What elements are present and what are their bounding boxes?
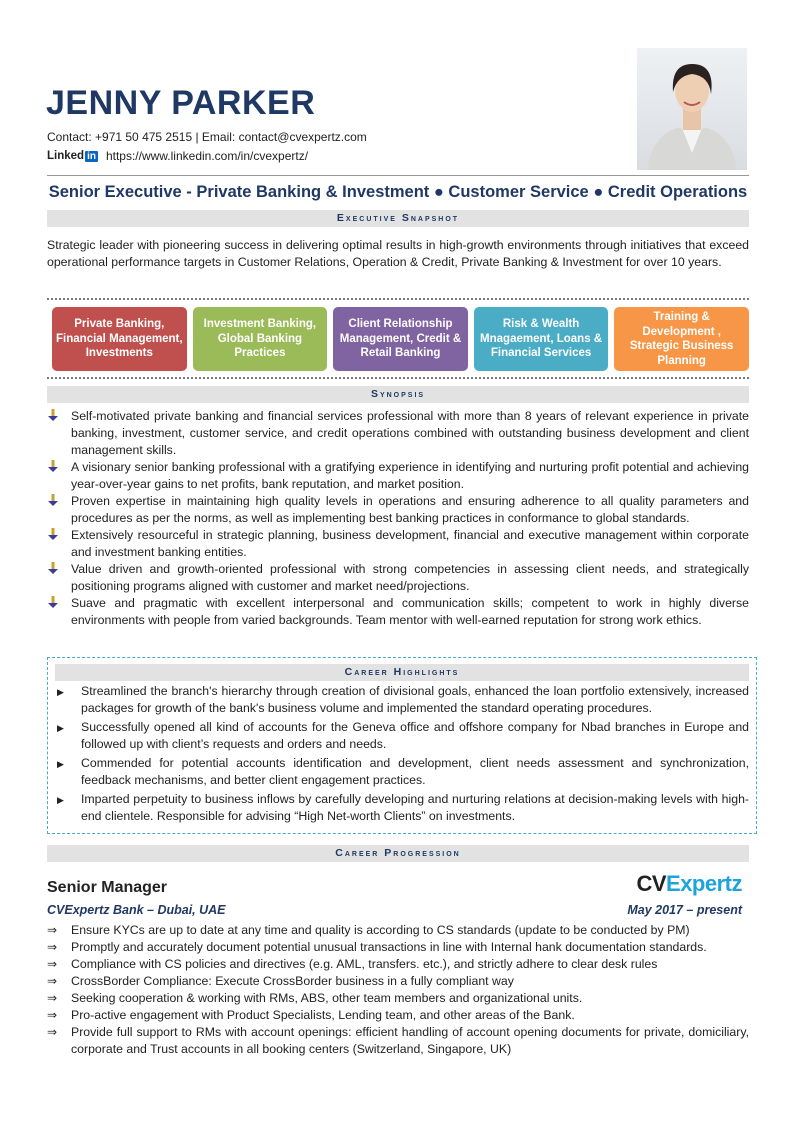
- list-item-text: CrossBorder Compliance: Execute CrossBorder business in a fully compliant way: [71, 974, 514, 988]
- professional-headline: Senior Executive - Private Banking & Investment ● Customer Service ● Credit Operations: [48, 183, 748, 201]
- section-executive-snapshot: Executive Snapshot: [47, 210, 749, 227]
- list-item: [57, 791, 749, 825]
- double-arrow-bullet-icon: ⇒: [47, 957, 58, 971]
- list-item: [47, 527, 749, 561]
- header-divider: [47, 175, 749, 176]
- double-arrow-bullet-icon: ⇒: [47, 940, 58, 954]
- down-arrow-bullet-icon: [47, 561, 59, 580]
- list-item: [47, 956, 749, 973]
- synopsis-list: [47, 408, 749, 629]
- profile-photo: [637, 48, 747, 170]
- linkedin-url[interactable]: https://www.linkedin.com/in/cvexpertz/: [105, 149, 309, 163]
- list-item-text: Ensure KYCs are up to date at any time and quality is according to CS standards (update to be conducted by PM): [71, 923, 690, 937]
- list-item-text: Self-motivated private banking and financial services professional with more than 8 years of relevant experience in private banking, investment, customer service, and credit operations combined with outstanding business development and client management skills.: [71, 409, 749, 457]
- section-career-progression: Career Progression: [47, 845, 749, 862]
- list-item: [57, 755, 749, 789]
- linkedin-logo-text: Linked: [47, 150, 85, 162]
- list-item: [47, 595, 749, 629]
- list-item: [47, 493, 749, 527]
- list-item: [47, 973, 749, 990]
- list-item-text: Seeking cooperation & working with RMs, ABS, other team members and organizational units.: [71, 991, 583, 1005]
- linkedin-icon: [47, 150, 98, 162]
- cvexpertz-logo: [636, 871, 742, 897]
- double-arrow-bullet-icon: ⇒: [47, 974, 58, 988]
- job-title: Senior Manager: [47, 879, 168, 896]
- double-arrow-bullet-icon: ⇒: [47, 991, 58, 1005]
- list-item: [47, 990, 749, 1007]
- double-arrow-bullet-icon: ⇒: [47, 923, 58, 937]
- list-item: [47, 561, 749, 595]
- list-item: [47, 1024, 749, 1058]
- skill-tile: Investment Banking, Global Banking Practices: [193, 307, 328, 371]
- responsibilities-list: [47, 922, 749, 1058]
- list-item-text: Value driven and growth-oriented professional with strong competencies in assessing client needs, and strategically positioning programs aligned with customer and market need/projections.: [71, 562, 749, 593]
- list-item-text: Imparted perpetuity to business inflows by carefully developing and nurturing relations at decision-making levels with high-end clientele. Responsible for advising “High Net-worth Clients” on investments.: [81, 792, 749, 823]
- list-item: [47, 459, 749, 493]
- section-career-highlights: Career Highlights: [55, 664, 749, 681]
- divider: [47, 377, 749, 379]
- list-item: [57, 719, 749, 753]
- skill-tile: Private Banking, Financial Management, Investments: [52, 307, 187, 371]
- skill-tile: Client Relationship Management, Credit & Retail Banking: [333, 307, 468, 371]
- logo-text-expertz: Expertz: [666, 871, 742, 896]
- job-dates: May 2017 – present: [627, 903, 742, 917]
- company-location: CVExpertz Bank – Dubai, UAE: [47, 903, 226, 917]
- down-arrow-bullet-icon: [47, 527, 59, 546]
- skill-tile: Risk & Wealth Mnagaement, Loans & Financial Services: [474, 307, 609, 371]
- candidate-name: JENNY PARKER: [46, 84, 316, 122]
- skill-tile: Training & Development , Strategic Business Planning: [614, 307, 749, 371]
- down-arrow-bullet-icon: [47, 459, 59, 478]
- list-item: [47, 922, 749, 939]
- triangle-bullet-icon: ▶: [57, 795, 64, 805]
- down-arrow-bullet-icon: [47, 595, 59, 614]
- double-arrow-bullet-icon: ⇒: [47, 1008, 58, 1022]
- list-item-text: A visionary senior banking professional with a gratifying experience in identifying and nurturing profit potential and achieving year-over-year gains to net profits, bank reputation, and market position.: [71, 460, 749, 491]
- list-item: [47, 1007, 749, 1024]
- down-arrow-bullet-icon: [47, 493, 59, 512]
- list-item: [47, 939, 749, 956]
- executive-summary: Strategic leader with pioneering success in delivering optimal results in high-growth environments through initiatives that exceed operational performance targets in Customer Relations, Operation & Credit, Private Banking & Investment for over 10 years.: [47, 238, 749, 269]
- down-arrow-bullet-icon: [47, 408, 59, 427]
- double-arrow-bullet-icon: ⇒: [47, 1025, 58, 1039]
- list-item-text: Successfully opened all kind of accounts for the Geneva office and offshore company for Nbad branches in Europe and followed up with client’s requests and orders and needs.: [81, 720, 749, 751]
- divider: [47, 298, 749, 300]
- list-item-text: Pro-active engagement with Product Specialists, Lending team, and other areas of the Bank.: [71, 1008, 575, 1022]
- triangle-bullet-icon: ▶: [57, 723, 64, 733]
- skills-tiles: [52, 307, 749, 371]
- triangle-bullet-icon: ▶: [57, 687, 64, 697]
- contact-line: Contact: +971 50 475 2515 | Email: contact@cvexpertz.com: [47, 130, 367, 144]
- triangle-bullet-icon: ▶: [57, 759, 64, 769]
- list-item-text: Streamlined the branch's hierarchy through creation of divisional goals, enhanced the loan portfolio extensively, increased packages for growth of the bank's business volume and implemented the standard operating procedures.: [81, 684, 749, 715]
- list-item-text: Commended for potential accounts identification and development, client needs assessment and synchronization, feedback mechanisms, and better client engagement practices.: [81, 756, 749, 787]
- highlights-list: [57, 683, 749, 825]
- list-item-text: Suave and pragmatic with excellent interpersonal and communication skills; competent to work in highly diverse environments with people from varied backgrounds. Team mentor with well-earned reputation for strong work ethics.: [71, 596, 749, 627]
- section-synopsis: Synopsis: [47, 386, 749, 403]
- linkedin-logo-in: in: [87, 150, 96, 162]
- list-item-text: Promptly and accurately document potential unusual transactions in line with Internal hank documentation standards.: [71, 940, 707, 954]
- logo-text-cv: CV: [636, 871, 667, 896]
- list-item: [47, 408, 749, 459]
- linkedin-row: [47, 149, 308, 163]
- list-item-text: Compliance with CS policies and directives (e.g. AML, transfers. etc.), and strictly adhere to clear desk rules: [71, 957, 658, 971]
- list-item-text: Proven expertise in maintaining high quality levels in operations and ensuring adherence to all quality parameters and procedures as per the norms, as well as implementing best banking practices in conformance to global standards.: [71, 494, 749, 525]
- list-item-text: Provide full support to RMs with account openings: efficient handling of account opening documents for private, domiciliary, corporate and Trust accounts in all booking centers (Switzerland, Singapore, UK): [71, 1025, 749, 1056]
- list-item-text: Extensively resourceful in strategic planning, business development, financial and executive management within corporate and investment banking entities.: [71, 528, 749, 559]
- list-item: [57, 683, 749, 717]
